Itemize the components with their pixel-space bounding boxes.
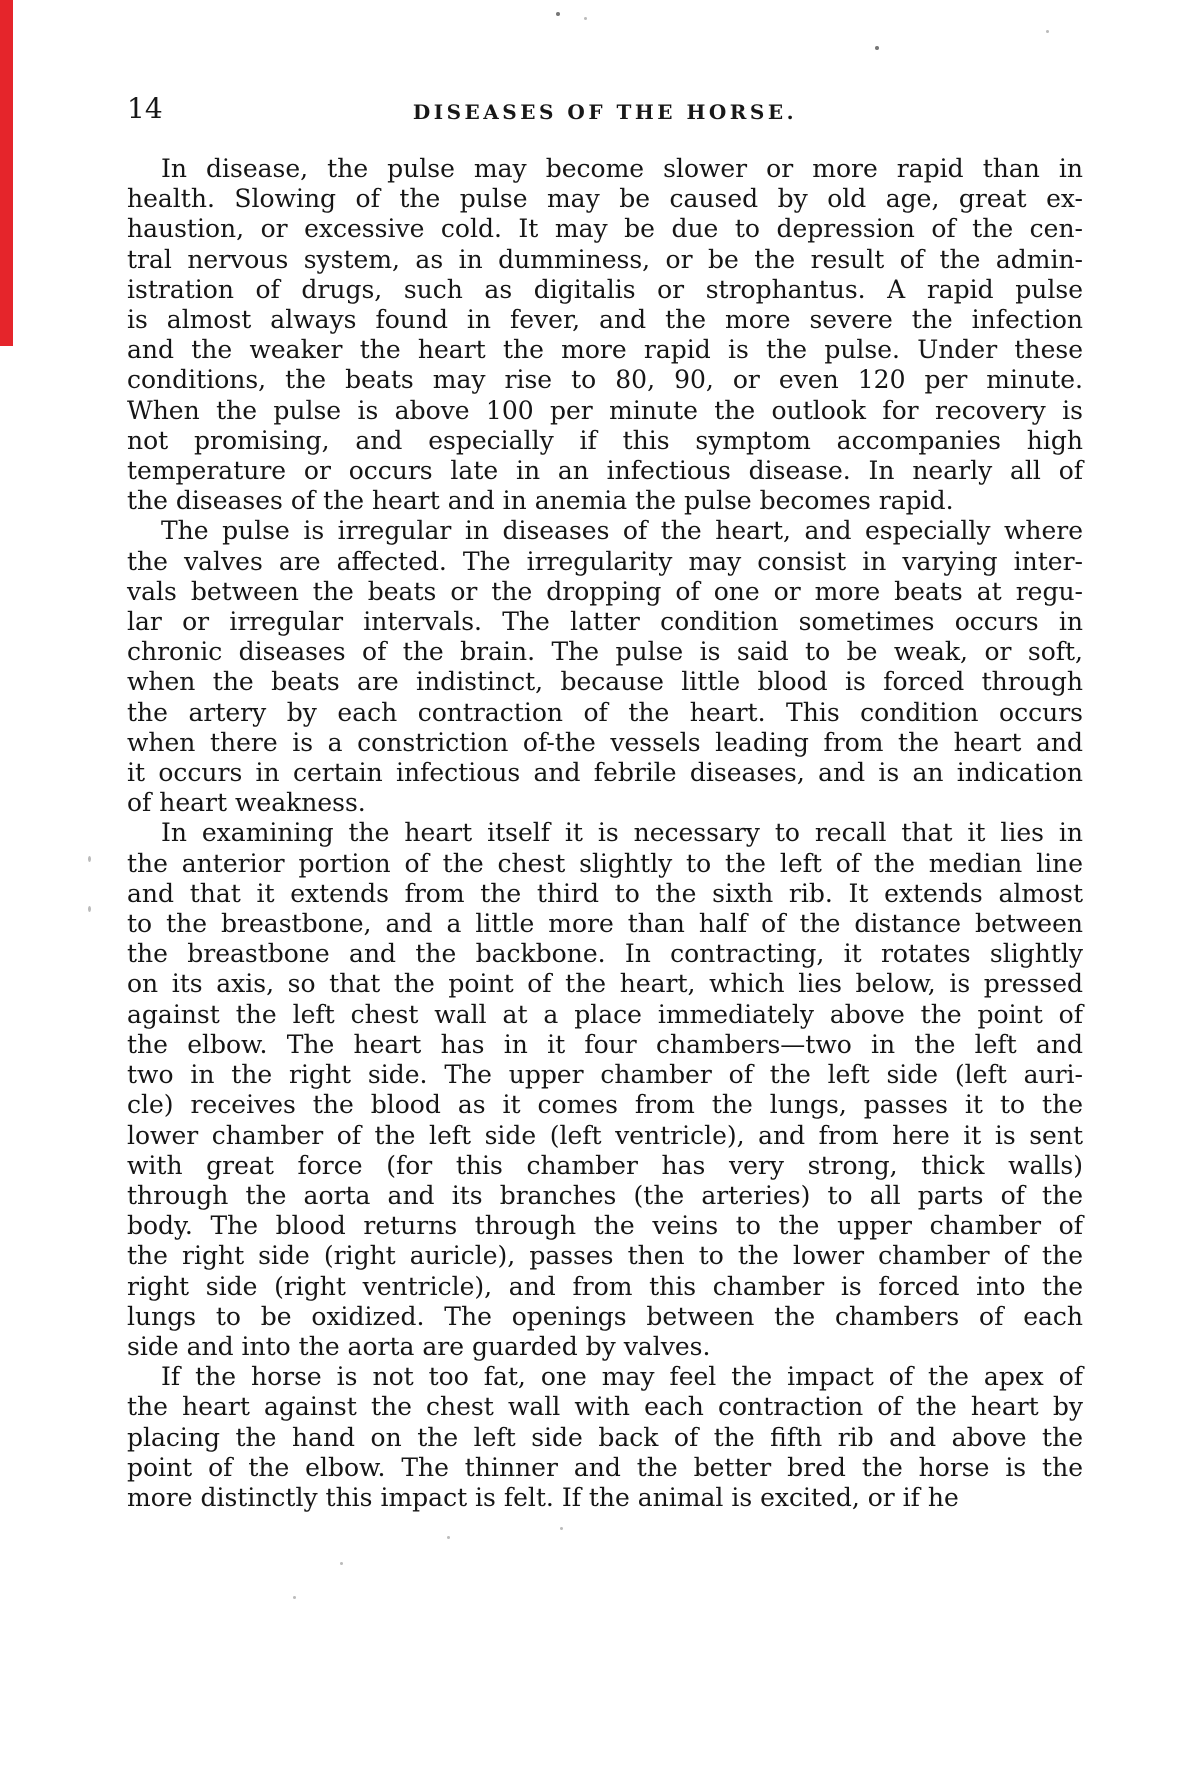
text-line: when the beats are indistinct, because little blood is forced through: [127, 667, 1083, 697]
text-line: the valves are affected. The irregularity may consist in varying inter-: [127, 546, 1083, 576]
text-line: health. Slowing of the pulse may be caused by old age, great ex-: [127, 184, 1083, 214]
paragraph: [127, 516, 1083, 818]
text-line: The pulse is irregular in diseases of the heart, and especially where: [161, 516, 1083, 546]
text-line: lungs to be oxidized. The openings between the chambers of each: [127, 1301, 1083, 1331]
text-line: In disease, the pulse may become slower or more rapid than in: [161, 154, 1083, 183]
text-line: side and into the aorta are guarded by valves.: [127, 1331, 711, 1361]
scan-speck: [293, 1596, 296, 1599]
scan-speck: [1046, 30, 1049, 33]
text-line: it occurs in certain infectious and febrile diseases, and is an indication: [127, 758, 1083, 788]
paragraph: [127, 818, 1083, 1362]
text-line: body. The blood returns through the veins to the upper chamber of: [127, 1211, 1083, 1241]
text-line: chronic diseases of the brain. The pulse is said to be weak, or soft,: [127, 637, 1083, 667]
scan-speck: [340, 1562, 343, 1565]
scan-speck: [584, 17, 587, 20]
text-line: vals between the beats or the dropping of one or more beats at regu-: [127, 576, 1083, 606]
running-title: DISEASES OF THE HORSE.: [412, 100, 798, 124]
text-line: the heart against the chest wall with each contraction of the heart by: [127, 1392, 1083, 1422]
scan-speck: [447, 1536, 450, 1539]
text-line: If the horse is not too fat, one may feel the impact of the apex of: [161, 1362, 1083, 1392]
red-edge-stripe: [0, 0, 13, 346]
text-line: tral nervous system, as in dumminess, or be the result of the admin-: [127, 244, 1083, 274]
text-line: When the pulse is above 100 per minute the outlook for recovery is: [127, 395, 1083, 425]
text-line: more distinctly this impact is felt. If the animal is excited, or if he: [127, 1482, 959, 1512]
text-line: right side (right ventricle), and from this chamber is forced into the: [127, 1271, 1083, 1301]
text-line: and that it extends from the third to the sixth rib. It extends almost: [127, 878, 1083, 908]
page-number: 14: [127, 92, 163, 125]
scan-speck: [88, 856, 91, 862]
page-text: [127, 154, 1083, 1513]
text-line: against the left chest wall at a place immediately above the point of: [127, 999, 1083, 1029]
scan-speck: [556, 12, 560, 16]
text-line: conditions, the beats may rise to 80, 90, or even 120 per minute.: [127, 365, 1083, 395]
text-line: is almost always found in fever, and the more severe the infection: [127, 305, 1083, 335]
text-line: lower chamber of the left side (left ventricle), and from here it is sent: [127, 1120, 1083, 1150]
text-line: the breastbone and the backbone. In contracting, it rotates slightly: [127, 939, 1083, 969]
scan-speck: [88, 906, 91, 912]
text-line: the diseases of the heart and in anemia the pulse becomes rapid.: [127, 486, 954, 516]
text-line: istration of drugs, such as digitalis or strophantus. A rapid pulse: [127, 274, 1083, 304]
text-line: not promising, and especially if this symptom accompanies high: [127, 425, 1083, 455]
text-line: to the breastbone, and a little more than half of the distance between: [127, 909, 1083, 939]
text-line: through the aorta and its branches (the arteries) to all parts of the: [127, 1180, 1083, 1210]
text-line: placing the hand on the left side back of the fifth rib and above the: [127, 1422, 1083, 1452]
scan-speck: [875, 46, 879, 50]
paragraph: [127, 154, 1083, 516]
text-line: the anterior portion of the chest slightly to the left of the median line: [127, 848, 1083, 878]
text-line: haustion, or excessive cold. It may be due to depression of the cen-: [127, 214, 1083, 244]
text-line: the elbow. The heart has in it four chambers—two in the left and: [127, 1029, 1083, 1059]
text-line: lar or irregular intervals. The latter condition sometimes occurs in: [127, 607, 1083, 637]
text-line: of heart weakness.: [127, 788, 366, 818]
text-line: In examining the heart itself it is necessary to recall that it lies in: [161, 818, 1083, 848]
text-line: when there is a constriction of-the vessels leading from the heart and: [127, 727, 1083, 757]
text-line: and the weaker the heart the more rapid is the pulse. Under these: [127, 335, 1083, 365]
paragraph: [127, 1362, 1083, 1513]
text-line: temperature or occurs late in an infectious disease. In nearly all of: [127, 456, 1083, 486]
text-line: two in the right side. The upper chamber of the left side (left auri-: [127, 1060, 1083, 1090]
text-line: with great force (for this chamber has very strong, thick walls): [127, 1150, 1083, 1180]
page-header: [127, 92, 1083, 132]
text-line: point of the elbow. The thinner and the better bred the horse is the: [127, 1452, 1083, 1482]
text-line: the artery by each contraction of the heart. This condition occurs: [127, 697, 1083, 727]
text-line: the right side (right auricle), passes then to the lower chamber of the: [127, 1241, 1083, 1271]
text-line: on its axis, so that the point of the heart, which lies below, is pressed: [127, 969, 1083, 999]
scan-speck: [560, 1527, 563, 1530]
text-line: cle) receives the blood as it comes from the lungs, passes it to the: [127, 1090, 1083, 1120]
